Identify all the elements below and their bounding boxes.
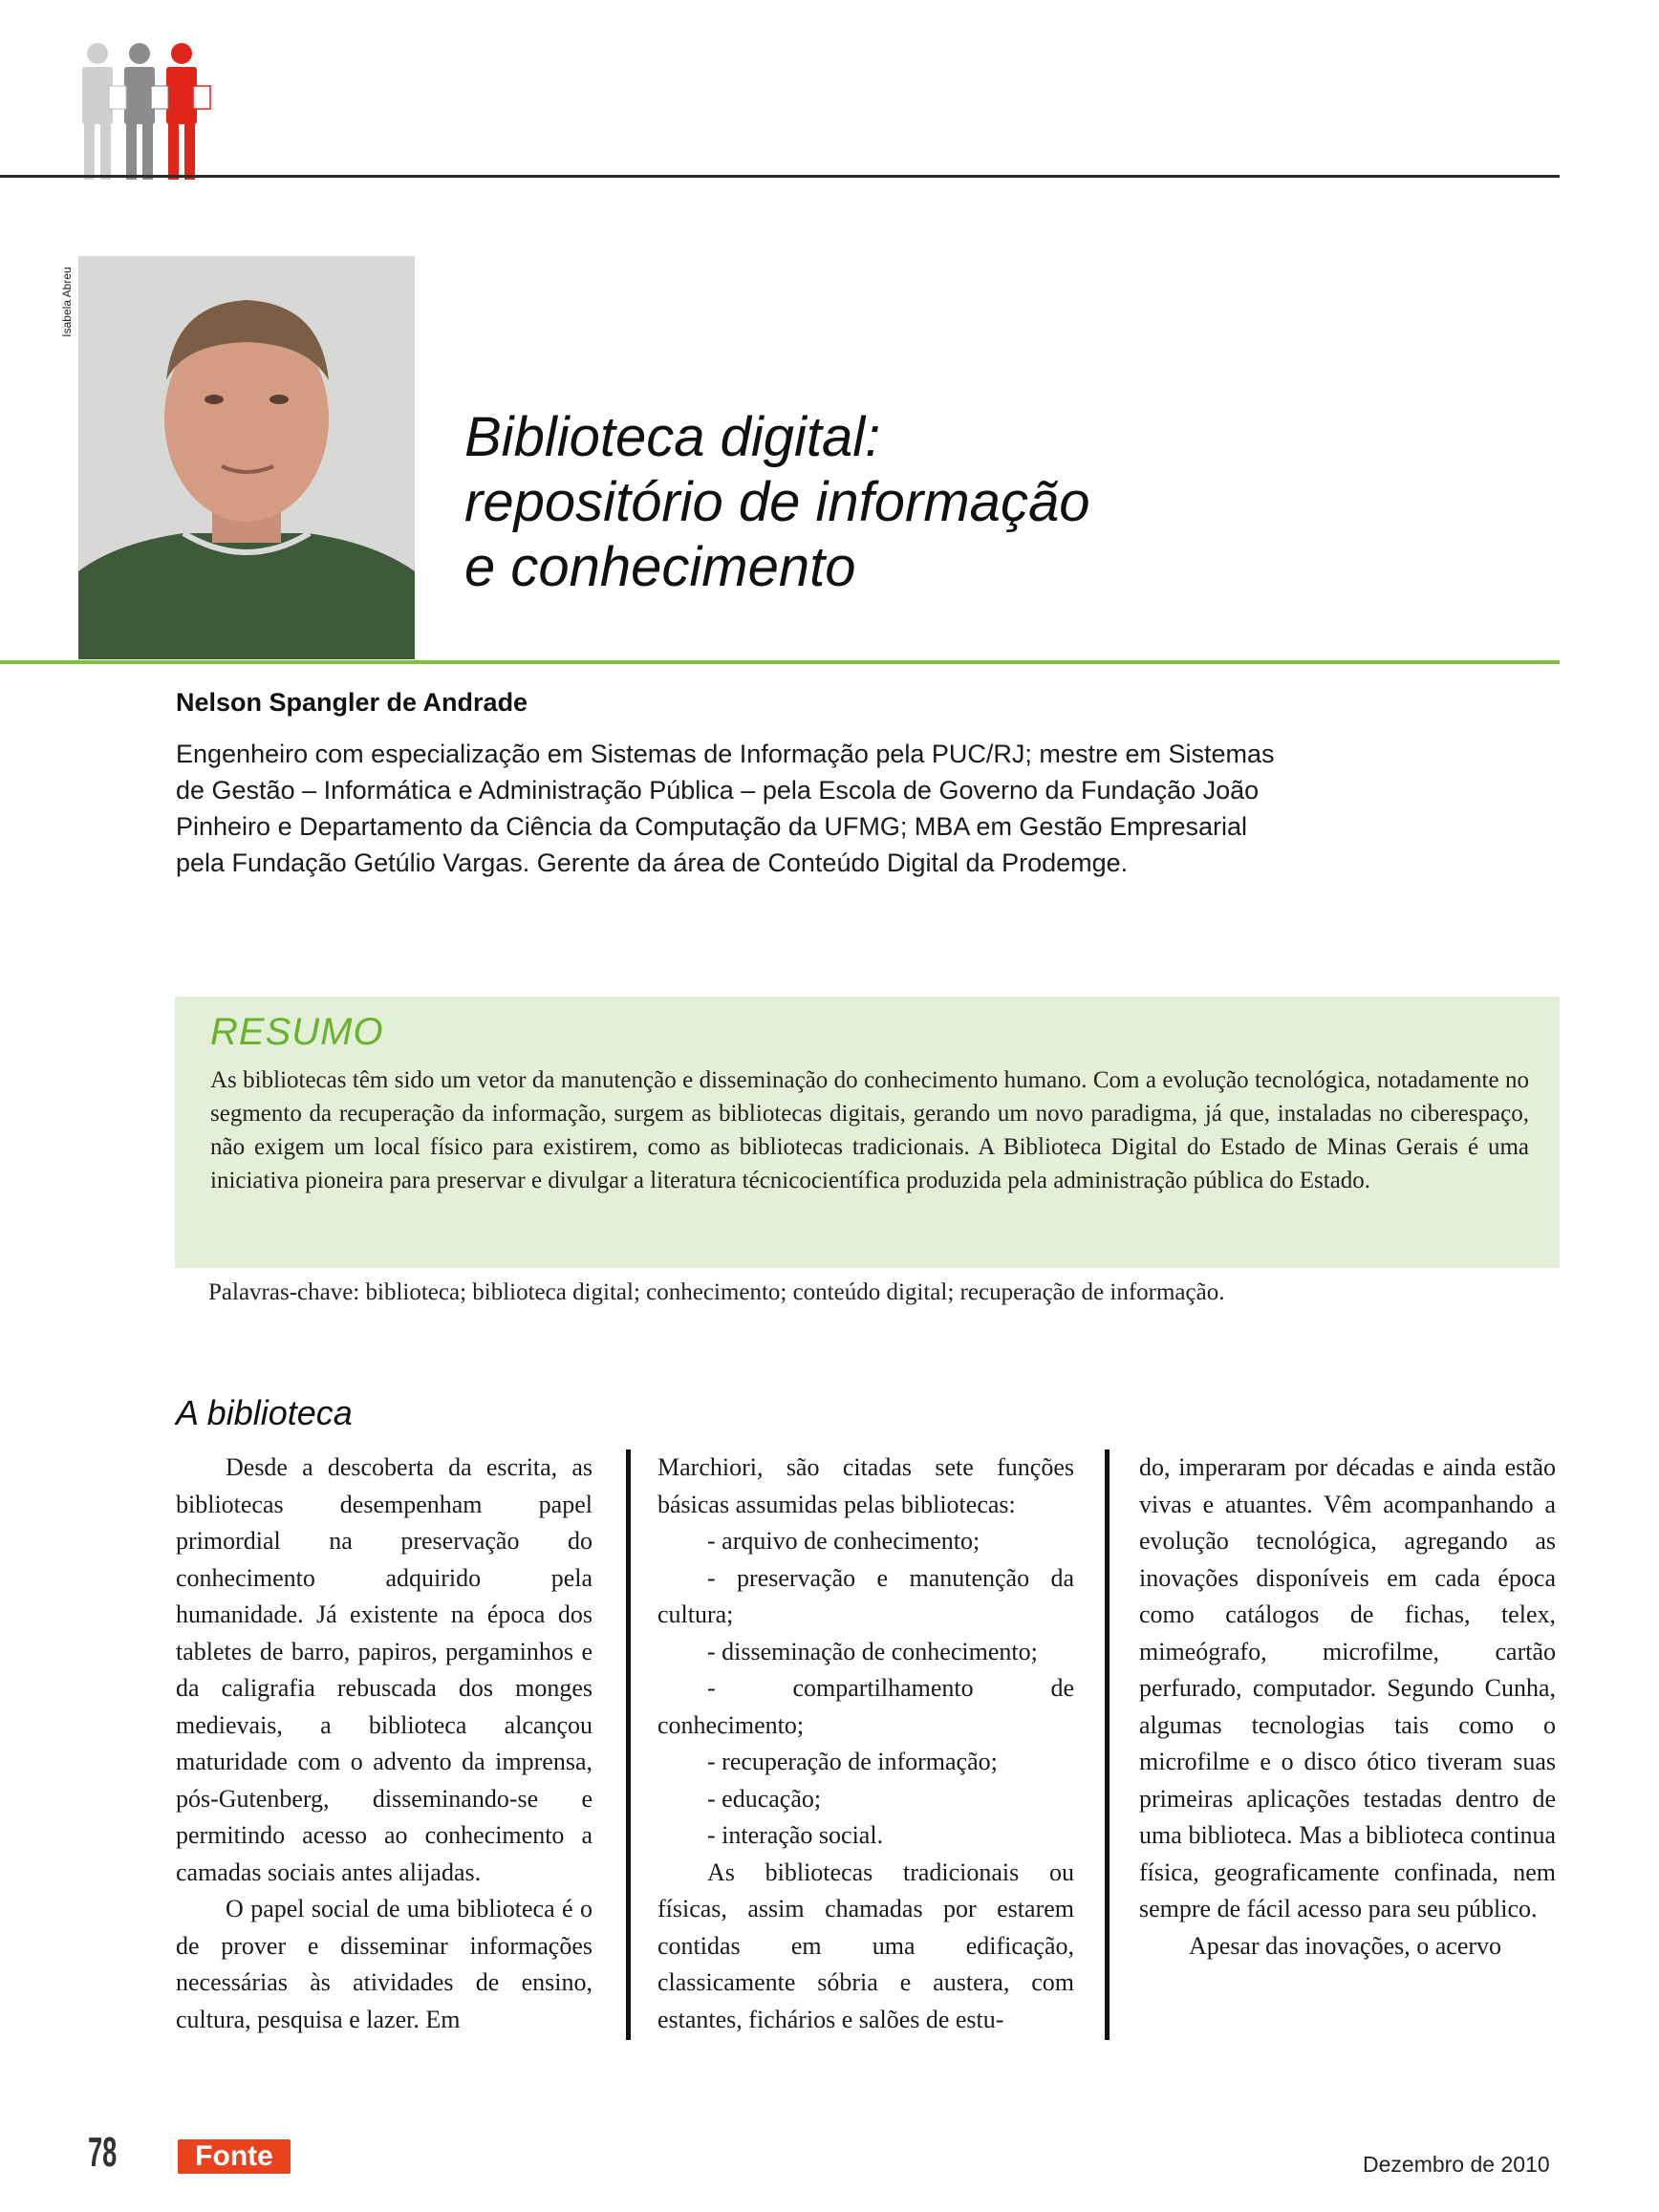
section-heading: A biblioteca: [176, 1393, 353, 1432]
list-item: - educação;: [707, 1784, 822, 1813]
author-bio: [176, 736, 1418, 881]
abstract-title: RESUMO: [210, 1011, 384, 1053]
list-item: - recuperação de informação;: [707, 1748, 998, 1775]
paragraph: Apesar das inovações, o acervo: [1189, 1931, 1502, 1960]
list-item: - arquivo de conhecimento;: [707, 1527, 980, 1555]
author-photo: [78, 256, 415, 659]
text-column-1: [176, 1450, 592, 2038]
title-line: repositório de informação: [464, 471, 1090, 533]
list-item: - interação social.: [707, 1821, 884, 1849]
header-rule: [0, 175, 1560, 178]
abstract-text: As bibliotecas têm sido um vetor da manutenção e disseminação do conhecimento humano. Com a evolução tecnológica, notadamente no segmento da recuperação da informação, surgem as bibliotecas digitais, gerando um novo paradigma, já que, instaladas no ciberespaço, não exigem um local físico para existirem, como as bibliotecas tradicionais. A Biblioteca Digital do Estado de Minas Gerais é uma iniciativa pioneira para preservar e divulgar a literatura técnicocientífica produzida pela administração pública do Estado.: [210, 1067, 1529, 1193]
issue-date: Dezembro de 2010: [1363, 2152, 1550, 2177]
bio-line: Pinheiro e Departamento da Ciência da Computação da UFMG; MBA em Gestão Empresarial: [176, 812, 1248, 841]
bio-line: de Gestão – Informática e Administração Pública – pela Escola de Governo da Fundação João: [176, 776, 1260, 805]
text-column-2: [657, 1450, 1074, 2038]
list-item: - preservação e manutenção da cultura;: [657, 1563, 1074, 1628]
text-column-3: [1139, 1450, 1556, 1965]
column-divider: [1105, 1450, 1110, 2040]
paragraph: Marchiori, são citadas sete funções básicas assumidas pelas bibliotecas:: [657, 1453, 1074, 1518]
paragraph: do, imperaram por décadas e ainda estão vivas e atuantes. Vêm acompanhando a evolução tecnológica, agregando as inovações disponíveis em cada época como catálogos de fichas, telex, mimeógrafo, microfilme, cartão perfurado, computador. Segundo Cunha, algumas tecnologias tais como o microfilme e o disco ótico tiveram suas primeiras aplicações testadas dentro de uma biblioteca. Mas a biblioteca continua física, geograficamente confinada, nem sempre de fácil acesso para seu público.: [1139, 1453, 1556, 1922]
bio-line: pela Fundação Getúlio Vargas. Gerente da área de Conteúdo Digital da Prodemge.: [176, 848, 1129, 877]
bio-line: Engenheiro com especialização em Sistemas de Informação pela PUC/RJ; mestre em Sistemas: [176, 740, 1275, 768]
keywords: Palavras-chave: biblioteca; biblioteca digital; conhecimento; conteúdo digital; recuperação de informação.: [208, 1279, 1225, 1305]
paragraph: As bibliotecas tradicionais ou físicas, assim chamadas por estarem contidas em uma edificação, classicamente sóbria e austera, com estantes, fichários e salões de estu-: [657, 1858, 1074, 2033]
list-item: - compartilhamento de conhecimento;: [657, 1674, 1074, 1739]
page-number: 78: [88, 2129, 118, 2176]
title-line: Biblioteca digital:: [464, 406, 881, 468]
author-name: Nelson Spangler de Andrade: [176, 688, 528, 717]
paragraph: O papel social de uma biblioteca é o de prover e disseminar informações necessárias às atividades de ensino, cultura, pesquisa e lazer. Em: [176, 1895, 592, 2033]
paragraph: Desde a descoberta da escrita, as bibliotecas desempenham papel primordial na preservação do conhecimento adquirido pela humanidade. Já existente na época dos tabletes de barro, papiros, pergaminhos e da caligrafia rebuscada dos monges medievais, a biblioteca alcançou maturidade com o advento da imprensa, pós-Gutenberg, disseminando-se e permitindo acesso ao conhecimento a camadas sociais antes alijadas.: [176, 1453, 592, 1886]
column-divider: [626, 1450, 631, 2040]
list-item: - disseminação de conhecimento;: [707, 1637, 1038, 1665]
article-title: [464, 405, 1516, 600]
photo-credit: Isabela Abreu: [60, 267, 74, 337]
magazine-logo: Fonte: [178, 2139, 291, 2174]
people-figures-icon: [76, 42, 220, 182]
title-line: e conhecimento: [464, 536, 856, 598]
title-rule: [0, 660, 1560, 664]
